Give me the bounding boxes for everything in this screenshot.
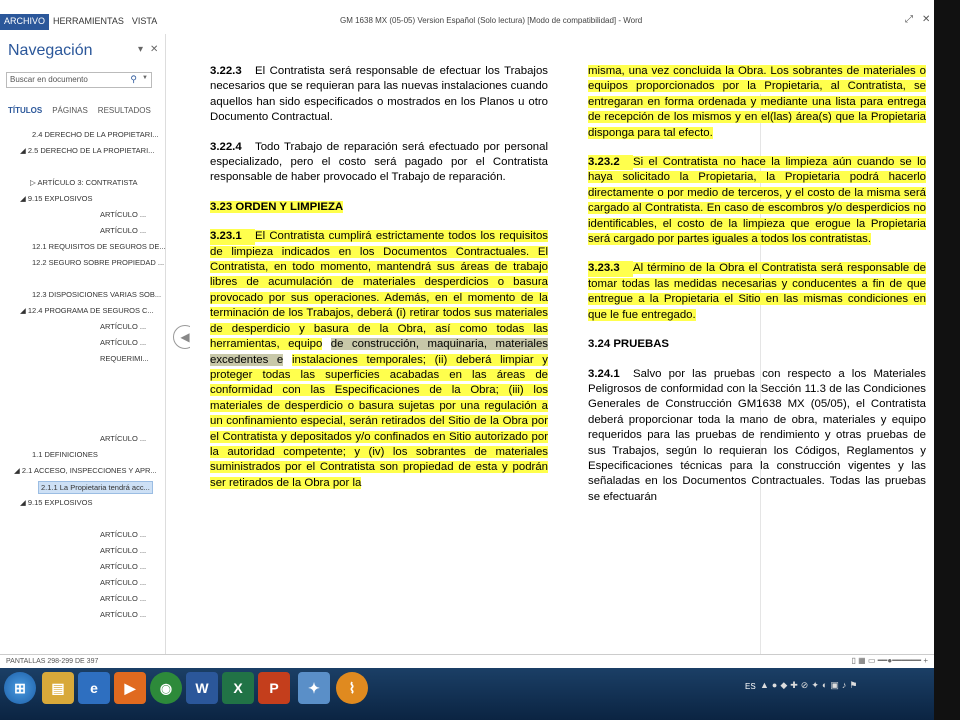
paragraph-3-22-3: 3.22.3 El Contratista será responsable de efectuar los Trabajos necesarios que se requieran para las nuevas instalaciones cuando aquellos han sido especificados o mostrados en los Planos u otro Documento Contractual. [210, 65, 548, 124]
document-page [190, 34, 930, 654]
tree-item[interactable]: ARTÍCULO ... [100, 610, 147, 619]
view-controls[interactable]: ▯ ▦ ▭ ━━●━━━━━━ + [851, 656, 928, 665]
tree-item[interactable]: 12.2 SEGURO SOBRE PROPIEDAD ... [32, 258, 165, 267]
tree-item[interactable]: ◢ 2.1 ACCESO, INSPECCIONES Y APR... [14, 466, 157, 475]
excel-icon[interactable]: X [222, 672, 254, 704]
paragraph-3-23-1-continued: misma, una vez concluida la Obra. Los sobrantes de materiales o equipos proporcionados por la Propietaria, al Contratista, se entregaran en forma ordenada y mediante una lista para entrega de recepción de los mismos y en el(las) área(s) que la Propietaria disponga para tal efecto. [588, 65, 926, 139]
tree-item[interactable]: ARTÍCULO ... [100, 434, 147, 443]
tree-item[interactable]: 2.4 DERECHO DE LA PROPIETARI... [32, 130, 159, 139]
menu-herramientas[interactable]: HERRAMIENTAS [53, 16, 124, 26]
word-icon[interactable]: W [186, 672, 218, 704]
title-bar [0, 0, 960, 34]
screen-edge [934, 0, 960, 720]
search-dropdown-icon[interactable]: ▼ [142, 75, 148, 81]
tree-item[interactable]: ARTÍCULO ... [100, 594, 147, 603]
file-explorer-icon[interactable]: ▤ [42, 672, 74, 704]
nav-tabs [8, 106, 151, 115]
app-icon[interactable]: ⌇ [336, 672, 368, 704]
heading-3-24: 3.24 PRUEBAS [588, 338, 670, 351]
tree-item-selected[interactable]: 2.1.1 La Propietaria tendrá acc... [38, 481, 153, 494]
paragraph-3-23-3: 3.23.3 Al término de la Obra el Contratista será responsable de tomar todas las medidas necesarias y conducentes a fin de que entregue a la Propietaria el Sitio en las mismas condiciones en que le fue entregado. [588, 262, 926, 321]
tree-item[interactable]: ARTÍCULO ... [100, 530, 147, 539]
tab-titulos[interactable]: TÍTULOS [8, 106, 43, 115]
right-column [588, 64, 926, 519]
window-title: GM 1638 MX (05-05) Version Español (Solo lectura) [Modo de compatibilidad] - Word [340, 16, 643, 25]
tree-item[interactable]: ARTÍCULO ... [100, 210, 147, 219]
tree-item[interactable]: ◢ 9.15 EXPLOSIVOS [20, 194, 93, 203]
fullscreen-icon[interactable]: ⤢ [905, 14, 913, 25]
media-player-icon[interactable]: ▶ [114, 672, 146, 704]
powerpoint-icon[interactable]: P [258, 672, 290, 704]
close-icon[interactable]: ✕ [922, 14, 931, 25]
tree-item[interactable]: ▷ ARTÍCULO 3: CONTRATISTA [30, 178, 138, 187]
left-column [210, 64, 548, 505]
tree-item[interactable]: ◢ 2.5 DERECHO DE LA PROPIETARI... [20, 146, 155, 155]
menu-archivo[interactable]: ARCHIVO [0, 14, 49, 30]
tree-item[interactable]: ARTÍCULO ... [100, 562, 147, 571]
status-bar [0, 654, 934, 669]
previous-screen-arrow-icon[interactable]: ◀ [173, 325, 197, 349]
tree-item[interactable]: ◢ 9.15 EXPLOSIVOS [20, 498, 93, 507]
page-count: PANTALLAS 298-299 DE 397 [6, 658, 99, 665]
tree-item[interactable]: ARTÍCULO ... [100, 226, 147, 235]
nav-options-icon[interactable]: ▾ [138, 44, 144, 55]
search-placeholder: Buscar en documento [10, 75, 88, 84]
tree-item[interactable]: ARTÍCULO ... [100, 546, 147, 555]
paragraph-3-24-1: 3.24.1 Salvo por las pruebas con respecto a los Materiales Peligrosos de conformidad con la Sección 11.3 de las Condiciones Generales de Construcción GM1638 MX (05/05), el Contratista deberá proporcionar toda la mano de obra, materiales y equipo requeridos para las pruebas de rendimiento y otras pruebas de sus Trabajos, según lo requieran los Códigos, Reglamentos y Especificaciones técnicas para la construcción vigentes y las señaladas en los Documentos Contractuales. Todas las pruebas se efectuarán [588, 367, 926, 503]
language-indicator[interactable]: ES [745, 682, 756, 691]
heading-3-23: 3.23 ORDEN Y LIMPIEZA [210, 200, 344, 213]
tree-item[interactable]: ARTÍCULO ... [100, 338, 147, 347]
search-icon[interactable]: ⚲ [130, 74, 137, 84]
taskbar [0, 668, 960, 720]
tree-item[interactable]: 12.3 DISPOSICIONES VARIAS SOB... [32, 290, 162, 299]
system-tray-icons[interactable]: ▲●◆✚⊘✦◐▣♪⚑ [760, 680, 861, 690]
chrome-icon[interactable]: ◉ [150, 672, 182, 704]
nav-close-icon[interactable]: ✕ [150, 44, 159, 55]
tree-item[interactable]: REQUERIMI... [100, 354, 149, 363]
nav-title: Navegación [8, 42, 93, 59]
search-input[interactable] [6, 72, 152, 88]
tree-item[interactable]: 12.1 REQUISITOS DE SEGUROS DE... [32, 242, 166, 251]
network-app-icon[interactable]: ✦ [298, 672, 330, 704]
paragraph-3-23-2: 3.23.2 Si el Contratista no hace la limpieza aún cuando se lo haya solicitado la Propietaria, la Propietaria podrá hacerlo directamente o por medio de terceros, y el costo de la misma será cargado al Contratista. En caso de escombros y/o desperdicios no identificables, el costo de la limpieza que erogue la Propietaria será cargado por partes iguales a todos los contratistas. [588, 156, 926, 246]
tree-item[interactable]: ARTÍCULO ... [100, 578, 147, 587]
paragraph-3-23-1: 3.23.1 El Contratista cumplirá estrictamente todos los requisitos de limpieza indicados en los Documentos Contractuales. El Contratista, en todo momento, mantendrá sus áreas de trabajo libres de acumulación de materiales desperdicios o basura provocado por sus operaciones. Además, en el momento de la terminación de los Trabajos, deberá (i) retirar todos sus materiales de desperdicio y basura de la Obra, así como todas las herramientas, equipo de construcción, maquinaria, materiales excedentes e instalaciones temporales; (ii) deberá limpiar y proteger todas las superficies acabadas en las áreas de conformidad con las Especificaciones de la Obra; (iii) los materiales de desperdicio o basura sujetas por una regulación a un confinamiento especial, serán retirados del Sitio de la Obra por el Contratista y depositados y/o confinados en Sitio autorizado por la autoridad competente; y (iv) los sobrantes de materiales suministrados por el Contratista son propiedad de esta y podrán ser retirados de la Obra por la [210, 230, 548, 489]
menu-bar [0, 14, 161, 30]
tree-item[interactable]: ARTÍCULO ... [100, 322, 147, 331]
start-icon[interactable]: ⊞ [4, 672, 36, 704]
tab-resultados[interactable]: RESULTADOS [97, 106, 151, 115]
tab-paginas[interactable]: PÁGINAS [52, 106, 88, 115]
tree-item[interactable]: ◢ 12.4 PROGRAMA DE SEGUROS C... [20, 306, 154, 315]
tree-item[interactable]: 1.1 DEFINICIONES [32, 450, 98, 459]
internet-explorer-icon[interactable]: e [78, 672, 110, 704]
menu-vista[interactable]: VISTA [131, 16, 158, 26]
paragraph-3-22-4: 3.22.4 Todo Trabajo de reparación será efectuado por personal especializado, pero el costo será pagado por el Contratista responsable de haber provocado el Trabajo de reparación. [210, 140, 548, 184]
navigation-pane [0, 34, 166, 654]
